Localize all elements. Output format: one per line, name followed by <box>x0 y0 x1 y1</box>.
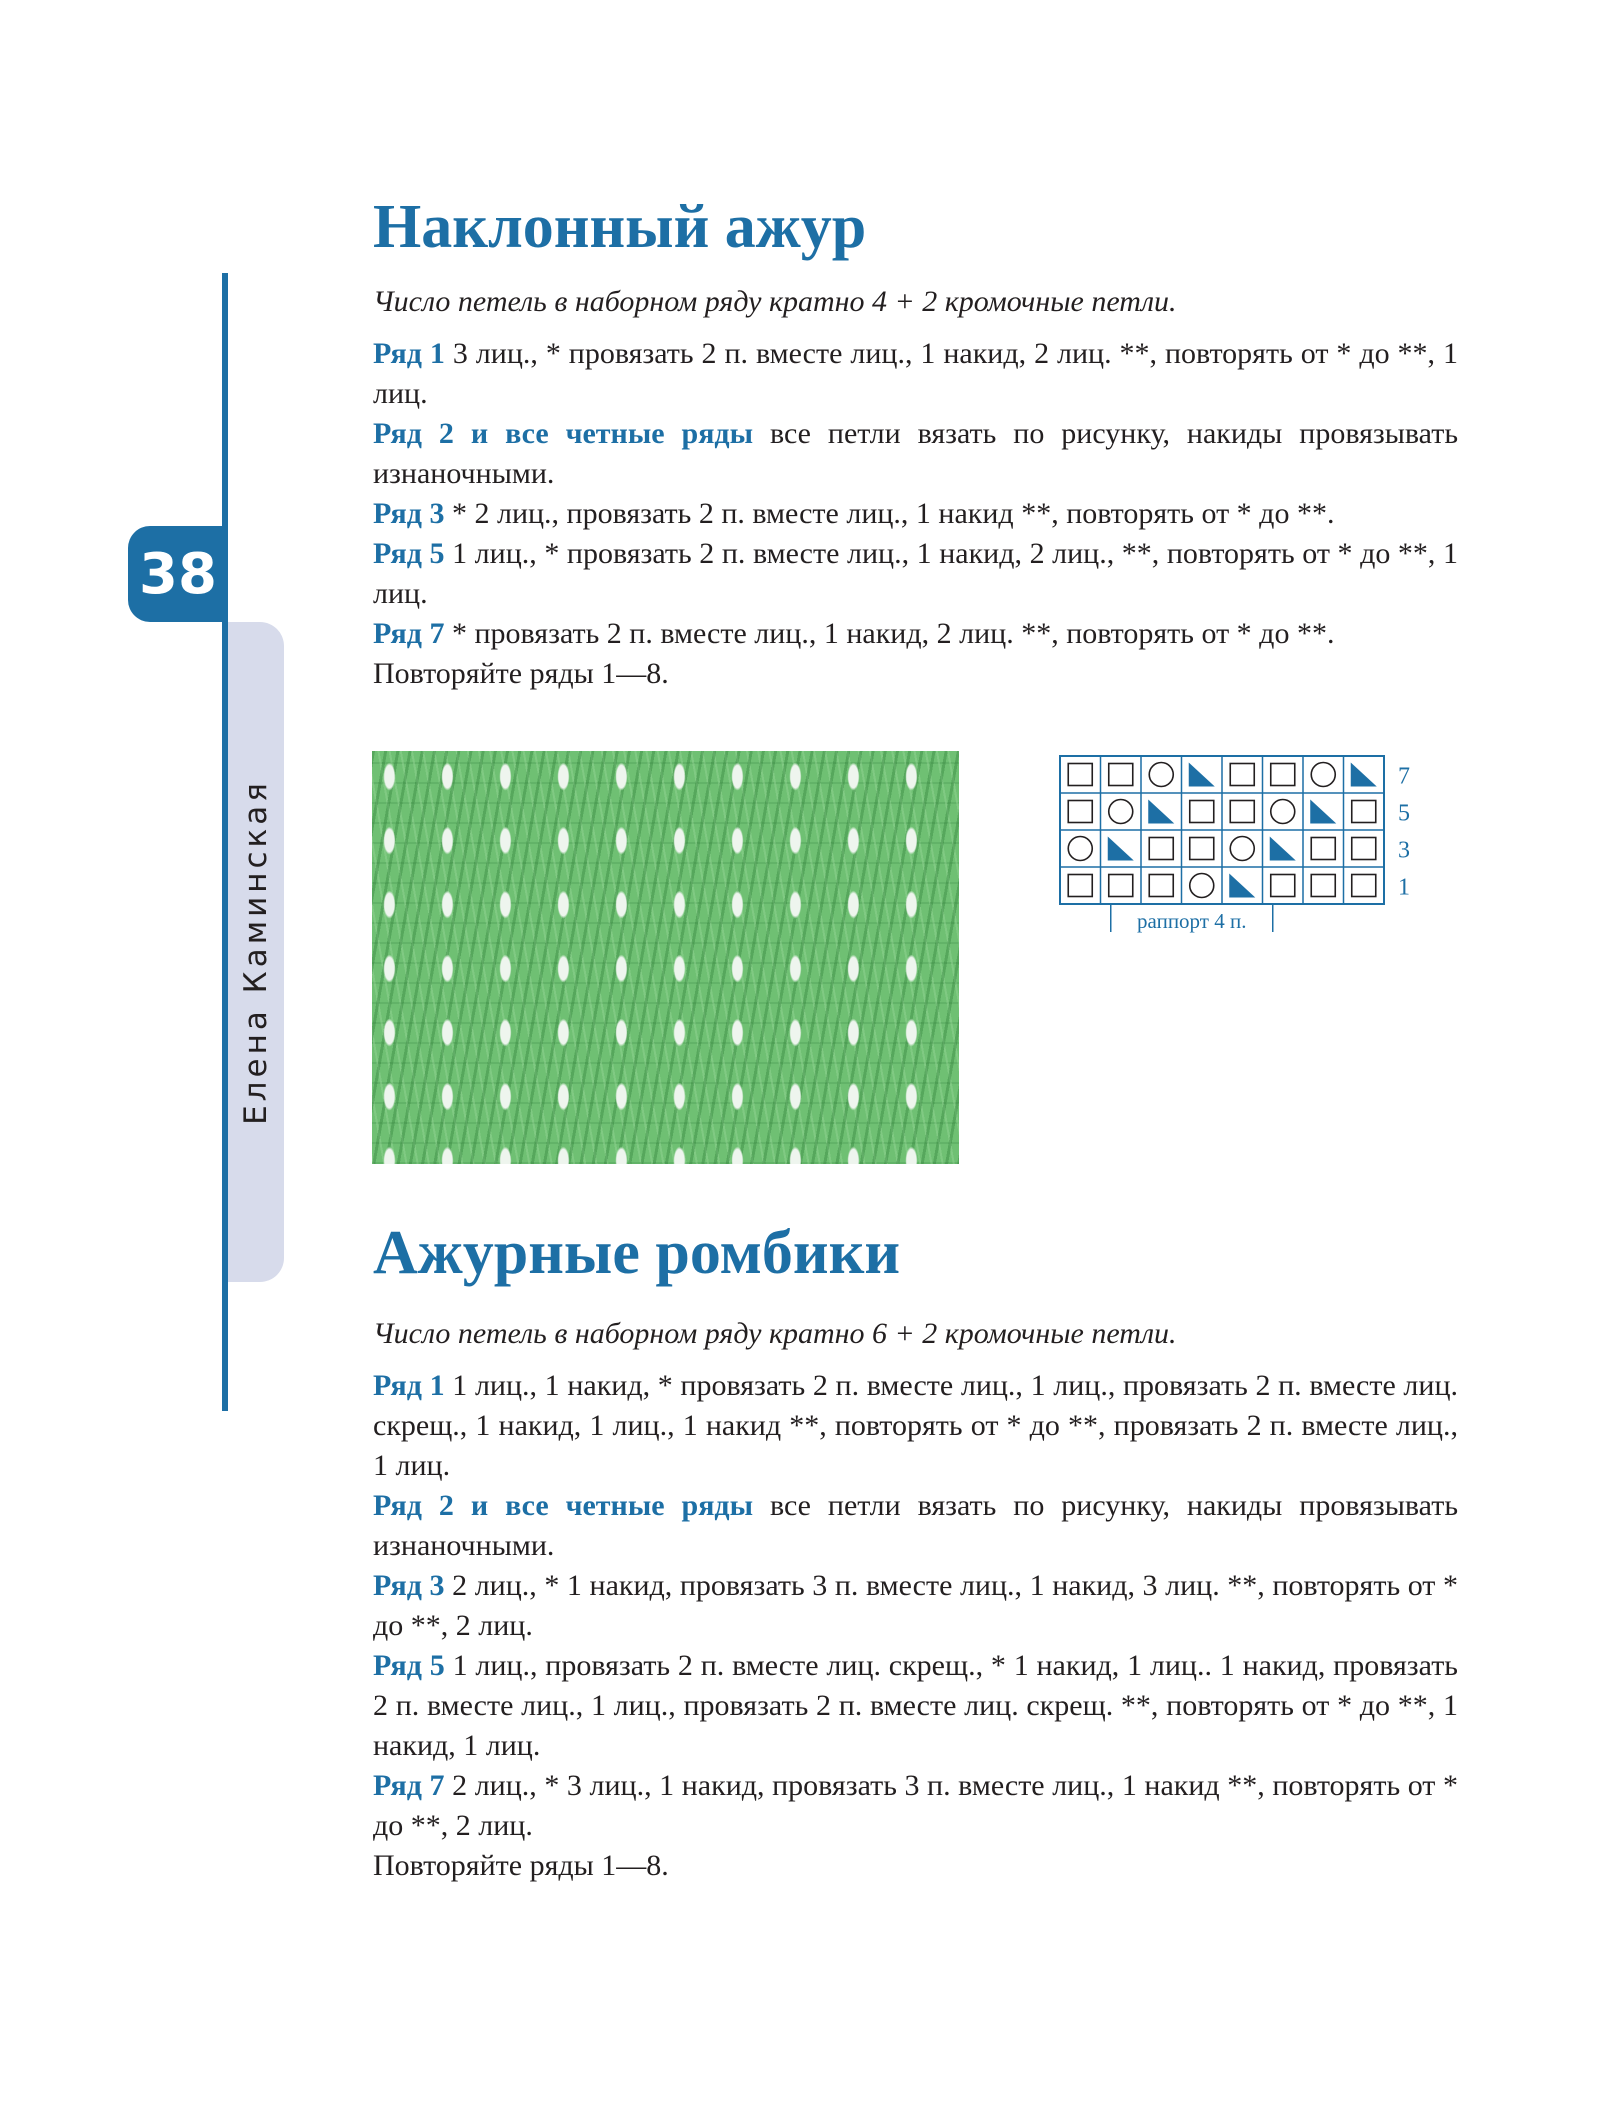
yarn-over-symbol <box>1109 800 1133 824</box>
knit-stitch-symbol <box>1149 838 1173 860</box>
k2tog-symbol <box>1351 763 1377 787</box>
section-azhurnye-rombiki <box>373 1219 1458 1886</box>
knit-stitch-symbol <box>1149 875 1173 897</box>
row-instruction <box>373 494 1458 534</box>
yarn-over-symbol <box>1311 763 1335 787</box>
row-text: Повторяйте ряды 1—8. <box>373 657 669 690</box>
row-instruction <box>373 1566 1458 1646</box>
row-text: 1 лиц., провязать 2 п. вместе лиц. скрещ., * 1 накид, 1 лиц.. 1 накид, провязать 2 п. вместе лиц., 1 лиц., провязать 2 п. вместе лиц. скрещ. **, повторять от * до **, 1 накид, 1 лиц. <box>373 1649 1458 1762</box>
row-instruction <box>373 1646 1458 1766</box>
k2tog-symbol <box>1229 874 1255 898</box>
row-text: 3 лиц., * провязать 2 п. вместе лиц., 1 накид, 2 лиц. **, повторять от * до **, 1 лиц. <box>373 337 1458 410</box>
yarn-over-symbol <box>1230 837 1254 861</box>
row-label: Ряд 2 и все четные ряды <box>373 1489 754 1522</box>
section-title: Наклонный ажур <box>373 193 867 261</box>
row-label: Ряд 5 <box>373 537 445 570</box>
knit-stitch-symbol <box>1068 875 1092 897</box>
row-label: Ряд 3 <box>373 497 445 530</box>
row-number-label: 5 <box>1398 800 1410 827</box>
row-instruction <box>373 1486 1458 1566</box>
row-instruction <box>373 614 1458 654</box>
row-text: 1 лиц., 1 накид, * провязать 2 п. вместе лиц., 1 лиц., провязать 2 п. вместе лиц. скрещ., 1 накид, 1 лиц., 1 накид **, повторять от * до **, провязать 2 п. вместе лиц., 1 лиц. <box>373 1369 1458 1482</box>
row-label: Ряд 3 <box>373 1569 445 1602</box>
knit-stitch-symbol <box>1352 801 1376 823</box>
row-number-label: 7 <box>1398 763 1410 790</box>
knit-stitch-symbol <box>1109 875 1133 897</box>
k2tog-symbol <box>1189 763 1215 787</box>
yarn-over-symbol <box>1149 763 1173 787</box>
row-label: Ряд 1 <box>373 337 445 370</box>
knit-stitch-symbol <box>1352 838 1376 860</box>
row-number-label: 3 <box>1398 837 1410 864</box>
row-text: все петли вязать по рисунку, накиды провязывать изнаночными. <box>373 1489 1458 1562</box>
row-text: 1 лиц., * провязать 2 п. вместе лиц., 1 накид, 2 лиц., **, повторять от * до **, 1 лиц. <box>373 537 1458 610</box>
knit-stitch-symbol <box>1068 801 1092 823</box>
knit-stitch-symbol <box>1352 875 1376 897</box>
row-instruction <box>373 1366 1458 1486</box>
row-text: 2 лиц., * 3 лиц., 1 накид, провязать 3 п. вместе лиц., 1 накид **, повторять от * до **, 2 лиц. <box>373 1769 1458 1842</box>
knit-stitch-symbol <box>1230 801 1254 823</box>
row-label: Ряд 7 <box>373 617 445 650</box>
knit-stitch-symbol <box>1190 838 1214 860</box>
knit-stitch-symbol <box>1190 801 1214 823</box>
knit-sample-photo <box>372 751 959 1164</box>
row-text: все петли вязать по рисунку, накиды провязывать изнаночными. <box>373 417 1458 490</box>
knitting-chart <box>1055 754 1415 944</box>
author-tab <box>228 622 284 1282</box>
row-instruction <box>373 1766 1458 1846</box>
author-name: Елена Каминская <box>238 779 274 1125</box>
row-instruction <box>373 534 1458 614</box>
row-text: 2 лиц., * 1 накид, провязать 3 п. вместе лиц., 1 накид, 3 лиц. **, повторять от * до **, 2 лиц. <box>373 1569 1458 1642</box>
knit-stitch-symbol <box>1230 764 1254 786</box>
row-instruction <box>373 334 1458 414</box>
rapport-label: раппорт 4 п. <box>1137 909 1247 933</box>
knit-stitch-symbol <box>1271 875 1295 897</box>
row-instruction <box>373 1846 1458 1886</box>
instructions <box>373 334 1458 694</box>
row-text: Повторяйте ряды 1—8. <box>373 1849 669 1882</box>
k2tog-symbol <box>1310 800 1336 824</box>
k2tog-symbol <box>1148 800 1174 824</box>
section-title: Ажурные ромбики <box>373 1219 901 1287</box>
row-label: Ряд 7 <box>373 1769 445 1802</box>
row-number-label: 1 <box>1398 874 1410 901</box>
section-subtitle: Число петель в наборном ряду кратно 6 + 2 кромочные петли. <box>373 1317 1177 1350</box>
row-instruction <box>373 414 1458 494</box>
knit-stitch-symbol <box>1068 764 1092 786</box>
section-naklonny-azhur <box>373 193 1458 694</box>
row-label: Ряд 2 и все четные ряды <box>373 417 754 450</box>
knit-stitch-symbol <box>1271 764 1295 786</box>
k2tog-symbol <box>1108 837 1134 861</box>
section-subtitle: Число петель в наборном ряду кратно 4 + 2 кромочные петли. <box>373 285 1177 318</box>
instructions <box>373 1366 1458 1886</box>
knit-stitch-symbol <box>1311 838 1335 860</box>
row-text: * провязать 2 п. вместе лиц., 1 накид, 2 лиц. **, повторять от * до **. <box>444 617 1335 650</box>
yarn-over-symbol <box>1068 837 1092 861</box>
yarn-over-symbol <box>1271 800 1295 824</box>
row-label: Ряд 1 <box>373 1369 445 1402</box>
yarn-over-symbol <box>1190 874 1214 898</box>
row-label: Ряд 5 <box>373 1649 445 1682</box>
k2tog-symbol <box>1270 837 1296 861</box>
knit-stitch-symbol <box>1311 875 1335 897</box>
row-text: * 2 лиц., провязать 2 п. вместе лиц., 1 накид **, повторять от * до **. <box>444 497 1335 530</box>
page-number: 38 <box>128 526 228 622</box>
knit-stitch-symbol <box>1109 764 1133 786</box>
row-instruction <box>373 654 1458 694</box>
